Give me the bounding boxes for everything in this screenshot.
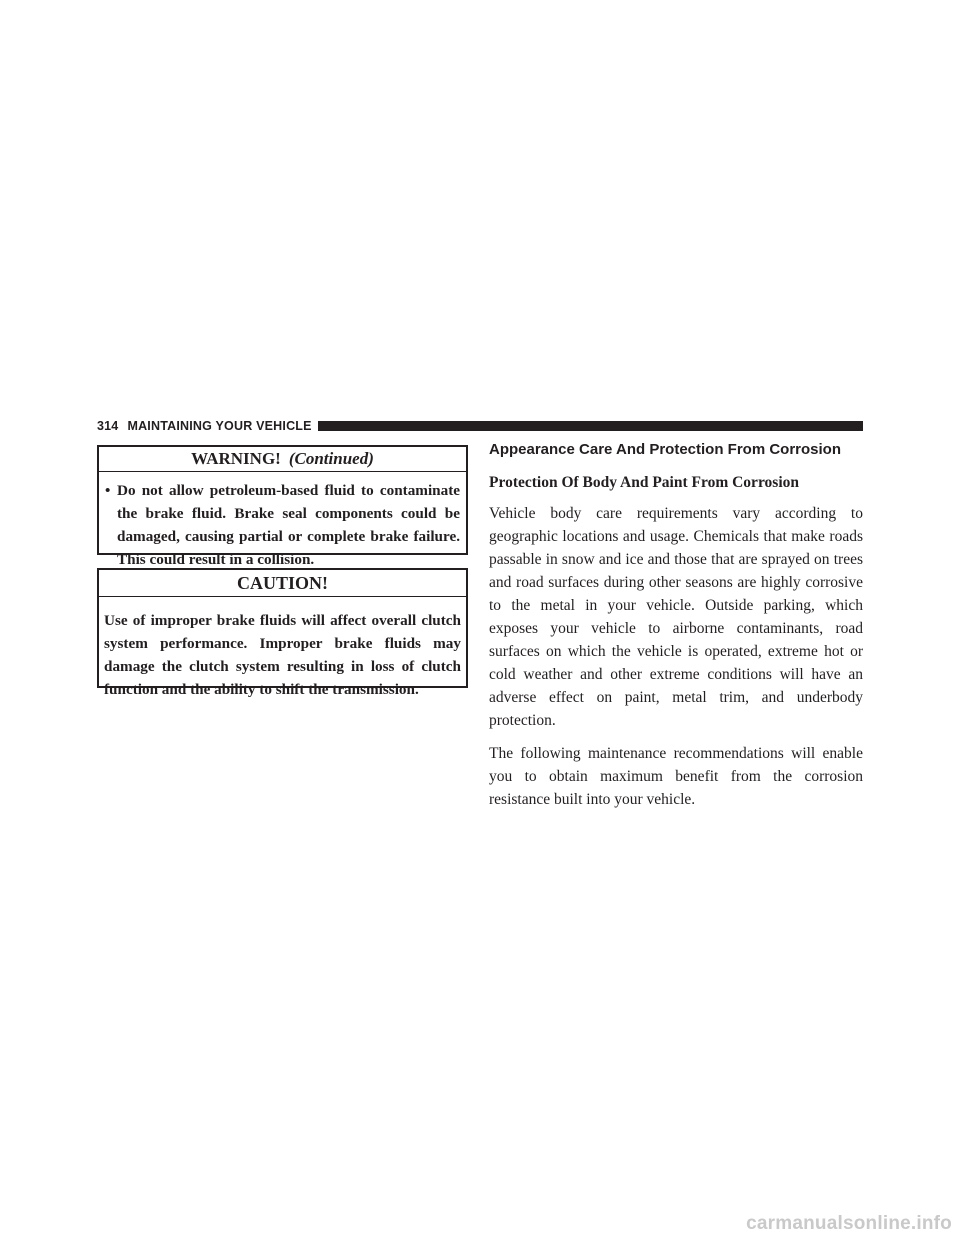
- watermark-text: carmanualsonline.info: [746, 1213, 952, 1234]
- caution-box: [97, 568, 468, 698]
- running-section-title: MAINTAINING YOUR VEHICLE: [127, 419, 312, 433]
- warning-body: [99, 472, 466, 571]
- warning-box: [97, 445, 468, 568]
- header-rule: [318, 421, 863, 431]
- warning-text: Do not allow petroleum-based fluid to contaminate the brake fluid. Brake seal components could be damaged, causing partial or complete brake failure. This could result in a collision.: [117, 482, 460, 568]
- warning-label: WARNING!: [191, 449, 281, 468]
- page-number: 314: [97, 419, 119, 433]
- bullet-icon: •: [105, 482, 111, 499]
- warning-continued: (Continued): [288, 449, 374, 468]
- main-column: [489, 441, 863, 821]
- warning-title: [99, 447, 466, 472]
- subsection-heading: Protection Of Body And Paint From Corrosion: [489, 474, 799, 491]
- section-heading: Appearance Care And Protection From Corrosion: [489, 441, 842, 458]
- body-paragraph-1: Vehicle body care requirements vary according to geographic locations and usage. Chemicals that make roads passable in snow and ice and those that are sprayed on trees and road surfaces during other seasons are highly corrosive to the metal in your vehicle. Outside parking, which exposes your vehicle to airborne contaminants, road surfaces on which the vehicle is operated, extreme hot or cold weather and other extreme conditions will have an adverse effect on paint, metal trim, and underbody protection.: [489, 505, 863, 729]
- body-paragraph-2: The following maintenance recommendations will enable you to obtain maximum benefit from the corrosion resistance built into your vehicle.: [489, 745, 863, 808]
- page-header: [97, 419, 863, 433]
- caution-text: Use of improper brake fluids will affect overall clutch system performance. Improper brake fluids may damage the clutch system resulting in loss of clutch function and the ability to shift the transmission.: [104, 612, 461, 698]
- caution-title: CAUTION!: [99, 570, 466, 597]
